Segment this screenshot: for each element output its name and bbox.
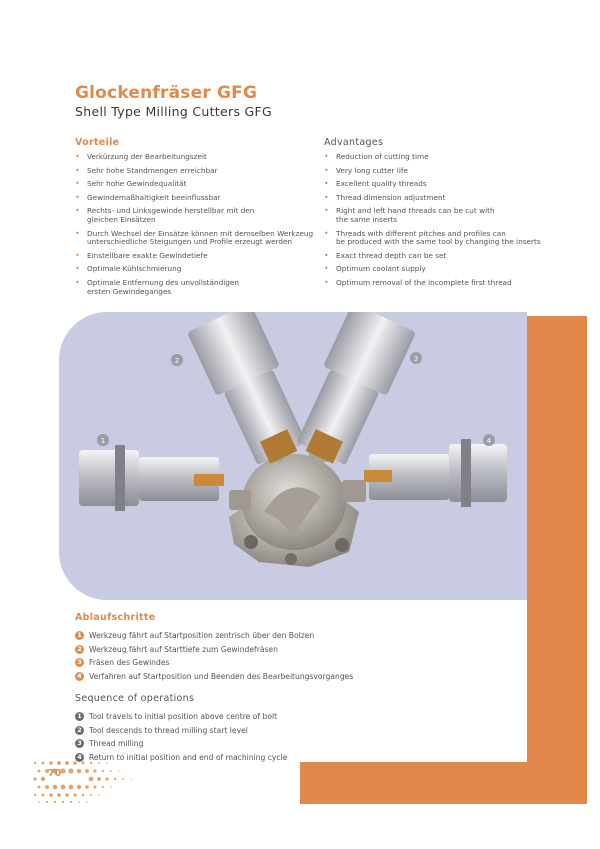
- step-text: Werkzeug fährt auf Starttiefe zum Gewindefräsen: [89, 644, 278, 654]
- figure-label-2: 2: [174, 357, 180, 365]
- list-item: • Right and left hand threads can be cut with the same inserts: [324, 207, 554, 224]
- step-text: Return to initial position and end of machining cycle: [89, 752, 288, 762]
- advantages-section: [324, 137, 554, 293]
- list-item: • Optimum coolant supply: [324, 265, 554, 274]
- list-item: • Rechts- und Linksgewinde herstellbar mit den gleichen Einsätzen: [75, 207, 325, 224]
- list-item: • Optimum removal of the incomplete first thread: [324, 279, 554, 288]
- list-item: • Reduction of cutting time: [324, 153, 554, 162]
- step-text: Werkzeug fährt auf Startposition zentrisch über den Bolzen: [89, 631, 315, 641]
- step-item: [75, 629, 525, 643]
- page-title: Glockenfräser GFG: [75, 83, 258, 103]
- orange-side-band: [527, 316, 587, 804]
- step-text: Tool descends to thread milling start level: [89, 725, 248, 735]
- step-number: 4: [75, 672, 84, 681]
- milling-tool-3: [288, 312, 417, 472]
- step-item: [75, 643, 525, 657]
- vorteile-list: [75, 153, 325, 296]
- page-subtitle: Shell Type Milling Cutters GFG: [75, 104, 272, 119]
- page-number: 70: [48, 768, 62, 779]
- milling-tool-4: [364, 439, 507, 507]
- list-item: • Threads with different pitches and profiles can be produced with the same tool by changing the inserts: [324, 230, 554, 247]
- step-item: [75, 656, 525, 670]
- milling-tool-1: [79, 445, 224, 511]
- ablauf-heading: Ablaufschritte: [75, 612, 156, 623]
- list-item: • Exact thread depth can be set: [324, 252, 554, 261]
- step-number: 4: [75, 753, 84, 762]
- step-text: Verfahren auf Startposition und Beenden des Bearbeitungsvorganges: [89, 671, 354, 681]
- figure-label-1: 1: [100, 437, 106, 445]
- step-text: Tool travels to initial position above centre of bolt: [89, 712, 278, 722]
- list-item: • Optimale Entfernung des unvollständigen ersten Gewindeganges: [75, 279, 325, 296]
- vorteile-heading: Vorteile: [75, 137, 120, 148]
- list-item: • Sehr hohe Standmengen erreichbar: [75, 167, 325, 176]
- step-number: 2: [75, 645, 84, 654]
- list-item: • Verkürzung der Bearbeitungszeit: [75, 153, 325, 162]
- milling-tool-2: [187, 312, 316, 472]
- step-item: [75, 737, 525, 751]
- list-item: • Durch Wechsel der Einsätze können mit demselben Werkzeug unterschiedliche Steigungen und Profile erzeugt werden: [75, 230, 325, 247]
- list-item: • Thread dimension adjustment: [324, 194, 554, 203]
- step-number: 1: [75, 631, 84, 640]
- step-number: 3: [75, 658, 84, 667]
- figure-label-4: 4: [486, 437, 492, 445]
- figure-label-3: 3: [413, 355, 419, 363]
- step-item: [75, 724, 525, 738]
- list-item: • Optimale Kühlschmierung: [75, 265, 325, 274]
- step-number: 3: [75, 739, 84, 748]
- halftone-dots-decoration: [30, 752, 300, 805]
- list-item: • Gewindemaßhaltigkeit beeinflussbar: [75, 194, 325, 203]
- list-item: • Excellent quality threads: [324, 180, 554, 189]
- step-item: [75, 710, 525, 724]
- sequence-heading: Sequence of operations: [75, 693, 195, 704]
- tool-illustration-svg: [59, 312, 527, 600]
- vorteile-section: [75, 137, 325, 301]
- step-text: Thread milling: [89, 739, 144, 749]
- list-item: • Sehr hohe Gewindequalität: [75, 180, 325, 189]
- tool-illustration: [59, 312, 527, 600]
- advantages-heading: Advantages: [324, 137, 384, 148]
- list-item: • Very long cutter life: [324, 167, 554, 176]
- step-text: Fräsen des Gewindes: [89, 658, 170, 668]
- advantages-list: [324, 153, 554, 288]
- step-number: 2: [75, 726, 84, 735]
- step-number: 1: [75, 712, 84, 721]
- list-item: • Einstellbare exakte Gewindetiefe: [75, 252, 325, 261]
- steps-section: [75, 612, 525, 764]
- orange-footer-band: [300, 762, 587, 804]
- step-item: [75, 670, 525, 684]
